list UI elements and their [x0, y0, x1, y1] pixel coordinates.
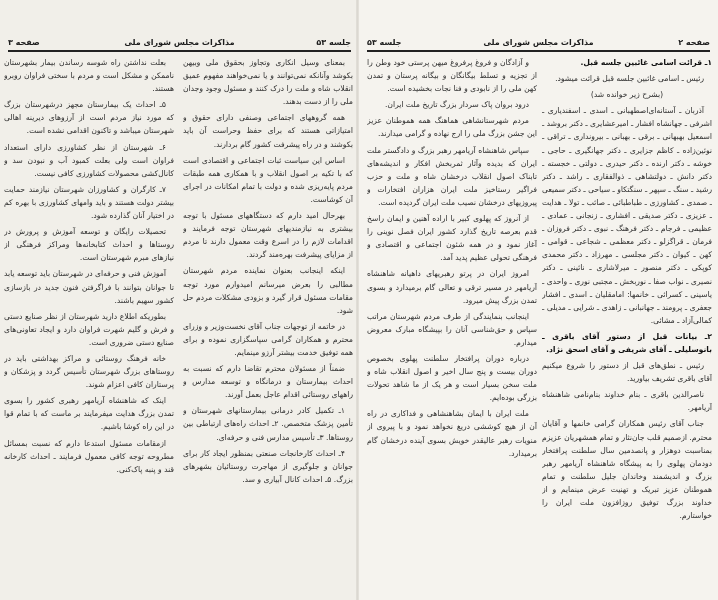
section-heading: ۲ـ بیانات قبل از دستور آقای باقری ـ بانوسلیلی ـ آقای شریفی و آقای اسحق نژاد. [542, 331, 712, 354]
page-header [367, 38, 710, 52]
paragraph: ۱ـ تکمیل کادر درمانی بیمارستانهای شهرستان و تأمین پزشک متخصص. ۲ـ احداث راه‌های ارتباطی بین روستاها. ۳ـ تأسیس مدارس فنی و حرفه‌ای. [183, 406, 353, 442]
paragraph: اینک که شاهنشاه آریامهر رهبری کشور را بسوی تمدن بزرگ هدایت میفرمایند بر ماست که با تمام قوا در این راه کوشا باشیم. [4, 396, 174, 432]
paragraph: و آزادگان و فروغ پرفروغ میهن پرستی خود وطن را از تجزیه و تسلط بیگانگان و بیگانه پرستان و تمدن کهن ملی را از نابودی و فنا نجات بخشیده است. [367, 58, 537, 94]
paragraph: ملت ایران با ایمان بشاهنشاهی و فداکاری در راه آن از هیچ کوششی دریغ نخواهد نمود و با پیروی از منویات رهبر عالیقدر خویش بسوی آینده درخشان گام برمیدارد. [367, 409, 537, 458]
paragraph: سپاس شاهنشاه آریامهر رهبر بزرگ و دادگستر ملت ایران که بدیده وآثار ثمربخش افکار و اندیشه‌های تابناک اصول انقلاب درخشان شاه و ملت و حزب فراگیر رستاخیز ملت ایران هزاران افتخارات و پیروزیهای درخشان نصیب ملت ایران گردیده است. [367, 145, 537, 207]
paragraph: از آنروز که پهلوی کبیر با اراده آهنین و ایمان راسخ قدم بعرصه تاریخ گذارد کشور ایران فصل نوینی را آغاز نمود و در همه شئون اجتماعی و اقتصادی و فرهنگی تحولی عظیم پدید آمد. [367, 214, 537, 263]
text-column [183, 56, 353, 596]
paragraph: تحصیلات رایگان و توسعه آموزش و پرورش در روستاها و احداث کتابخانه‌ها ومراکز فرهنگی از نیازهای مبرم شهرستان است. [4, 227, 174, 263]
paragraph: اساس این سیاست ثبات اجتماعی و اقتصادی است که با تکیه بر اصول انقلاب و با همکاری همه طبقات مردم پایه‌ریزی شده و دولت با تمام امکانات در اجرای آن کوشاست. [183, 155, 353, 204]
page-header [8, 38, 351, 52]
section-heading: ۱ـ قرائت اسامی غائبین جلسه قبل. [580, 58, 712, 67]
paragraph: ناصرالدین باقری ـ بنام خداوند بنام‌نامی شاهنشاه آریامهر. [542, 390, 712, 413]
paragraph: آذربان ـ آستانه‌ای‌اصطهبانی ـ اسدی ـ اسفندیاری ـ اشرفی ـ جهانشاه افشار ـ امیرعشایری ـ دکتر بروشد ـ اسمعیل بهبهانی ـ برقی ـ بهبانی ـ بیرونداری ـ تراقی ـ نوئین‌زاده ـ کاظم جزایری ـ دکتر جهانگیری ـ حاجی ـ خوشه ـ دکتر ارنده ـ دکتر حیدری ـ دولتی ـ خجسته ـ دکتر دانش ـ دولتشاهی ـ ذوالفقاری ـ راشد ـ دکتر رشید ـ سنگ ـ سپهر ـ سنگتکاو ـ سیاحی ـ دکتر سمیعی ـ صمدی ـ کشاورزی ـ طباطبائی ـ صائب ـ تولا ـ هدایت ـ عزیزی ـ دکتر صدیقی ـ افشاری ـ زنجانی ـ عمادی ـ عظیمی ـ فرجام ـ دکتر فرهنگ ـ نبوی ـ دکتر فروزان ـ فرمان ـ قراگزلو ـ دکتر معظمی ـ شجاعی ـ قوامی ـ کهن ـ کیوان ـ دکتر مجلسی ـ مهرزاد ـ دکتر محمدی کوپکی ـ دکتر منصور ـ میرلاشاری ـ نائینی ـ دکتر نصیری ـ نواب صفا ـ نوربخش ـ مجتبی نوری ـ واحدی ـ یاسینی ـ کسرائی ـ خانمها: امامقلیان ـ اسدی ـ افشار جعفری ـ پرومند ـ جهانبانی ـ زاهدی ـ شرایی ـ مدیلی ـ کمالی‌آزاد ـ مشائی. [542, 106, 712, 325]
session-number: جلسه ۵۳ [316, 38, 351, 47]
paragraph: ازمقامات مسئول استدعا دارم که نسبت بمسائل مطروحه توجه کافی معمول فرمایند ـ احداث کارخانه قند و پنبه پاک‌کنی. [4, 438, 174, 474]
paragraph: ۶ـ شهرستان از نظر کشاورزی دارای استعداد فراوان است ولی بعلت کمبود آب و نبودن سد و کانال‌کشی محصولات کشاورزی کافی نیست. [4, 142, 174, 178]
paragraph: آموزش فنی و حرفه‌ای در شهرستان باید توسعه یابد تا جوانان بتوانند با فراگرفتن فنون جدید در بازسازی کشور سهیم باشند. [4, 269, 174, 305]
paragraph: ۵ـ احداث یک بیمارستان مجهز درشهرستان بزرگ که مورد نیاز مردم است از آرزوهای دیرینه اهالی شهرستان میباشد و تاکنون اقدامی نشده است. [4, 100, 174, 136]
session-number: جلسه ۵۳ [367, 38, 402, 47]
paragraph: مردم شهرستانشاهی هماهنگ همه هموطنان عزیز این جشن بزرگ ملی را ارج نهاده و گرامی میدارند. [367, 116, 537, 139]
paragraph: همه گروههای اجتماعی وصنفی دارای حقوق و امتیازاتی هستند که برای حفظ وحراست آن باید بکوشند و در راه پیشرفت کشور گام بردارند. [183, 113, 353, 149]
paragraph: رئیس ـ اسامی غائبین جلسه قبل قرائت میشود. [555, 74, 704, 84]
paragraph: اینکه اینجانب بعنوان نماینده مردم شهرستان مطالبی را بعرض میرسانم امیدوارم مورد توجه مقامات مسئول قرار گیرد و بزودی مشکلات مردم حل شود. [183, 266, 353, 315]
page-number: صفحه ۲ [678, 38, 710, 47]
paragraph: ضمناً از مسئولان محترم تقاضا دارم که نسبت به احداث بیمارستان و درمانگاه و توسعه مدارس و راههای روستائی اقدام عاجل بعمل آورند. [183, 364, 353, 400]
paragraph: در خاتمه از توجهات جناب آقای نخست‌وزیر و وزرای محترم و همکاران گرامی سپاسگزاری نموده و برای همه توفیق خدمت بیشتر آرزو مینمایم. [183, 321, 353, 357]
publication-title: مذاکرات مجلس شورای ملی [483, 38, 594, 47]
paragraph: (بشرح زیر خوانده شد) [590, 90, 664, 100]
paragraph: درود بروان پاک سردار بزرگ تاریخ ملت ایران. [384, 100, 529, 110]
paragraph: درباره دوران پرافتخار سلطنت پهلوی بخصوص دوران بیست و پنج سال اخیر و اصول انقلاب شاه و ملت سخن بسیار است و هر یک از ما شاهد تحولات بزرگی بوده‌ایم. [367, 353, 537, 403]
paragraph: خانه فرهنگ روستائی و مراکز بهداشتی باید در روستاهای بزرگ شهرستان تأسیس گردد و پزشکان و پرستاران کافی اعزام شوند. [4, 353, 174, 390]
text-column [367, 56, 537, 596]
paragraph: بهرحال امید دارم که دستگاههای مسئول با توجه بیشتری به نیازمندیهای شهرستان توجه فرمایند و اقدامات لازم را در اسرع وقت معمول دارند تا مردم از مزایای پیشرفت بهره‌مند گردند. [183, 211, 353, 260]
paragraph: بطوریکه اطلاع دارید شهرستان از نظر صنایع دستی و فرش و گلیم شهرت فراوان دارد و ایجاد تعاونی‌های صنایع دستی ضروری است. [4, 311, 174, 347]
paragraph: بمعنای وسیل انکاری وتجاوز بحقوق ملی وبیهن بکوشد وآنانکه نمی‌توانند و یا نمی‌خواهند مفهوم عمیق انقلاب شاه و ملت را درک کنند و مسئول وجود وجدان ملی را از دست بدهند. [183, 58, 353, 107]
right-page [359, 0, 718, 600]
page-number: صفحه ۳ [8, 38, 40, 47]
text-column [4, 56, 174, 596]
paragraph: ۴ـ احداث کارخانجات صنعتی بمنظور ایجاد کار برای جوانان و جلوگیری از مهاجرت روستائیان بشهرهای بزرگ. ۵ـ احداث کانال آبیاری و سد. [183, 448, 353, 484]
paragraph: امروز ایران در پرتو رهبریهای داهیانه شاهنشاه آریامهر در مسیر ترقی و تعالی گام برمیدارد و بسوی تمدن بزرگ پیش میرود. [367, 269, 537, 305]
paragraph: ۷ـ کارگران و کشاورزان شهرستان نیازمند حمایت بیشتر دولت هستند و باید وامهای کشاورزی با بهره کم در اختیار آنان گذارده شود. [4, 184, 174, 221]
paragraph: اینجانب بنمایندگی از طرف مردم شهرستان مراتب سپاس و حق‌شناسی آنان را بپیشگاه مبارک معروض میدارم. [367, 311, 537, 347]
publication-title: مذاکرات مجلس شورای ملی [124, 38, 235, 47]
paragraph: جناب آقای رئیس همکاران گرامی خانمها و آقایان محترم. ازصمیم قلب جان‌نثار و تمام همشهریان عزیزم بمناسبت دوهزار و پانصدمین سال سلطنت پرافتخار دودمان پهلوی را به پیشگاه شاهنشاه آریامهر رهبر بزرگ و اندیشمند وخاندان جلیل سلطنت و تمام هموطنان عزیز تبریک و تهنیت عرض مینمایم و از خداوند بزرگ توفیق روزافزون ملت ایران را خواستارم. [542, 419, 712, 521]
paragraph: رئیس ـ نطق‌های قبل از دستور را شروع میکنیم آقای باقری تشریف بیاورید. [542, 361, 712, 384]
paragraph: بعلت نداشتن راه شوسه رساندن بیمار بشهرستان ناممکن و مشکل است و مردم با سختی فراوان روبرو هستند. [4, 58, 174, 94]
text-column [542, 56, 712, 596]
